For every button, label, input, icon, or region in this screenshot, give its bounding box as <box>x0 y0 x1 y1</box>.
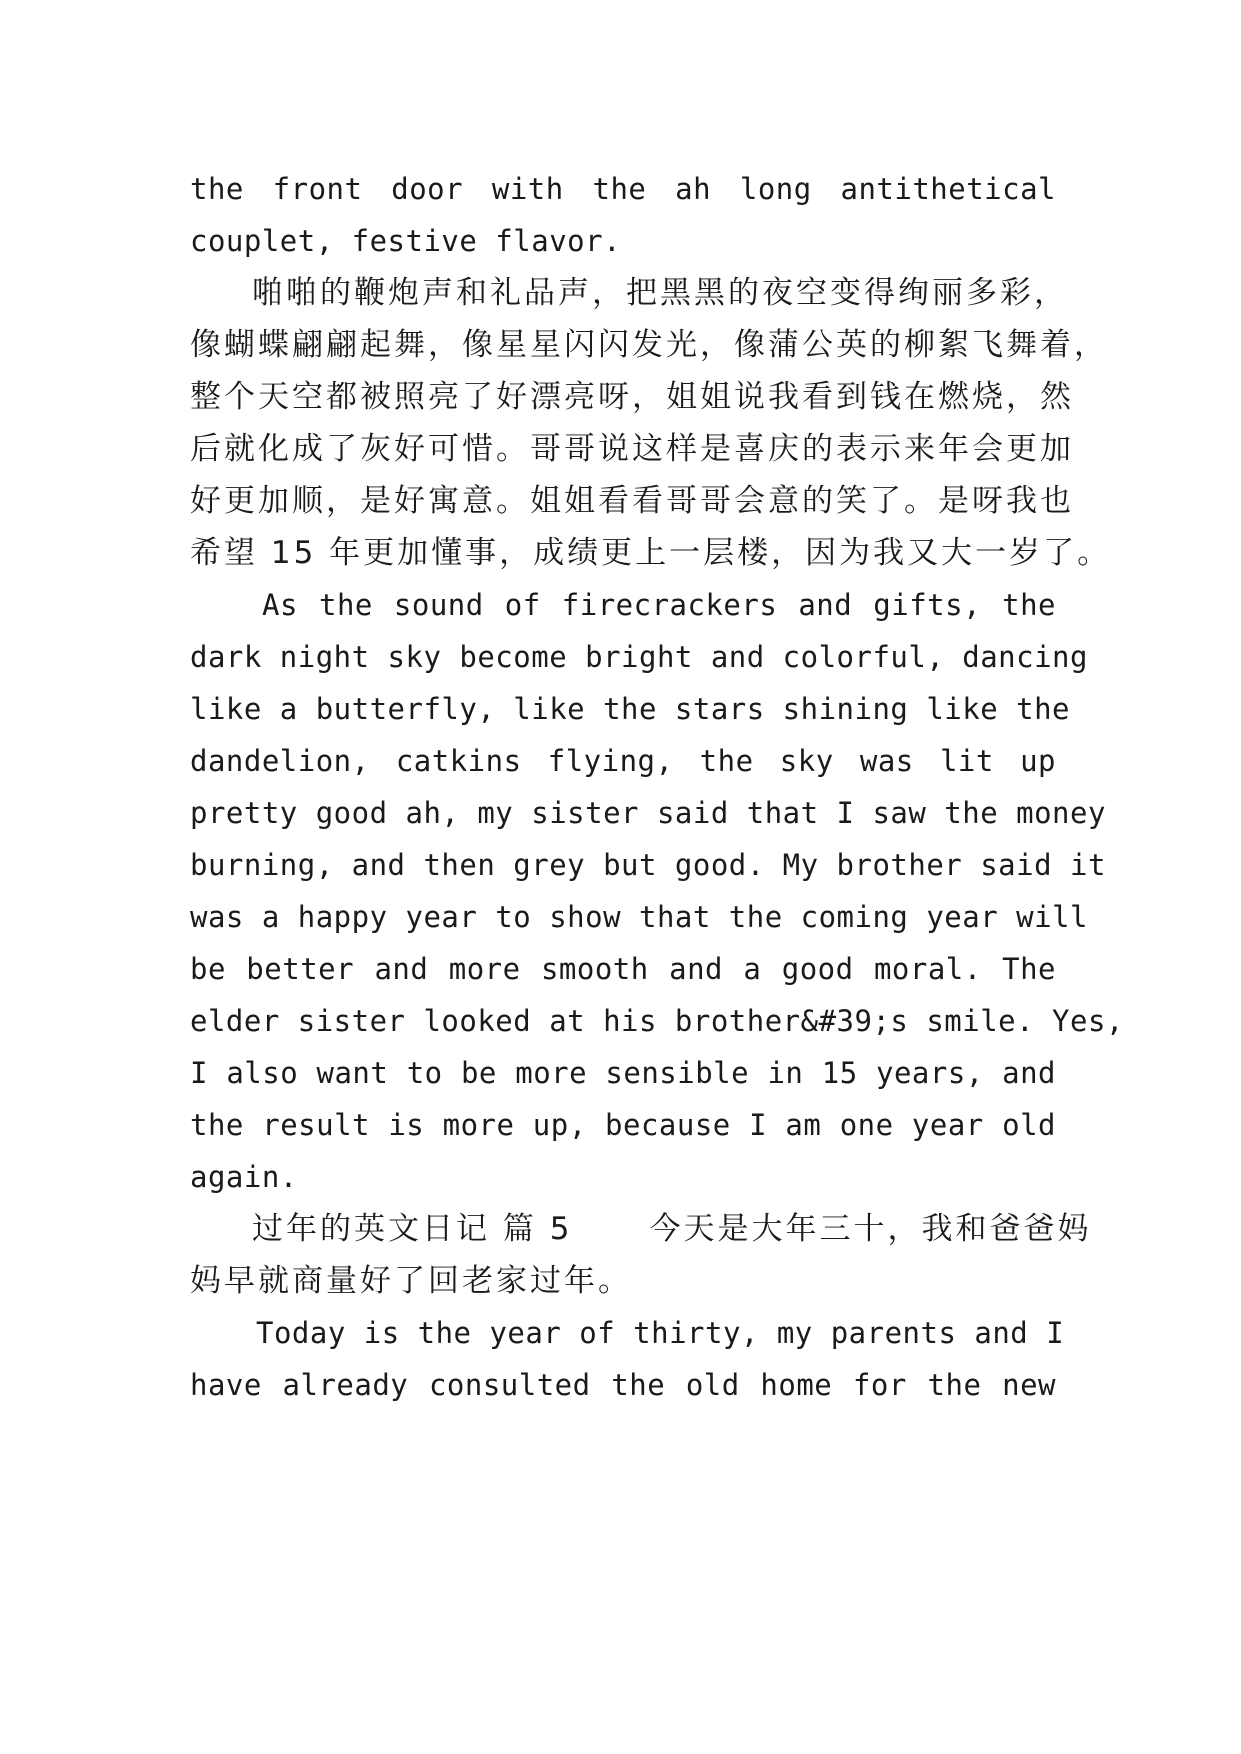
text-line: 希望 15 年更加懂事，成绩更上一层楼，因为我又大一岁了。 <box>190 535 1112 571</box>
text-line: 像蝴蝶翩翩起舞，像星星闪闪发光，像蒲公英的柳絮飞舞着， <box>190 327 1108 363</box>
text-line: 妈早就商量好了回老家过年。 <box>190 1263 632 1299</box>
text-line: couplet, festive flavor. <box>190 224 622 258</box>
text-line: 好更加顺，是好寓意。姐姐看看哥哥会意的笑了。是呀我也 <box>190 483 1074 519</box>
text-line: again. <box>190 1160 298 1194</box>
text-line: the result is more up, because I am one year old <box>190 1108 1056 1142</box>
text-line: I also want to be more sensible in 15 years, and <box>190 1056 1056 1090</box>
text-line: elder sister looked at his brother&#39;s smile. Yes, <box>190 1004 1124 1038</box>
text-line: 整个天空都被照亮了好漂亮呀，姐姐说我看到钱在燃烧，然 <box>190 379 1074 415</box>
text-line: Today is the year of thirty, my parents and I <box>256 1316 1065 1350</box>
text-line: 后就化成了灰好可惜。哥哥说这样是喜庆的表示来年会更加 <box>190 431 1074 467</box>
text-line: be better and more smooth and a good moral. The <box>190 952 1056 986</box>
text-line: the front door with the ah long antithetical <box>190 172 1056 206</box>
text-line: 啪啪的鞭炮声和礼品声，把黑黑的夜空变得绚丽多彩， <box>252 275 1068 311</box>
text-line: As the sound of firecrackers and gifts, the <box>262 588 1056 622</box>
section-heading-line: 过年的英文日记 篇 5 今天是大年三十，我和爸爸妈 <box>252 1211 1092 1247</box>
text-line: pretty good ah, my sister said that I saw the money <box>190 796 1106 830</box>
text-line: dandelion, catkins flying, the sky was lit up <box>190 744 1056 778</box>
text-line: have already consulted the old home for the new <box>190 1368 1056 1402</box>
text-line: dark night sky become bright and colorful, dancing <box>190 640 1088 674</box>
text-line: burning, and then grey but good. My brother said it <box>190 848 1106 882</box>
text-line: like a butterfly, like the stars shining like the <box>190 692 1071 726</box>
text-line: was a happy year to show that the coming year will <box>190 900 1088 934</box>
